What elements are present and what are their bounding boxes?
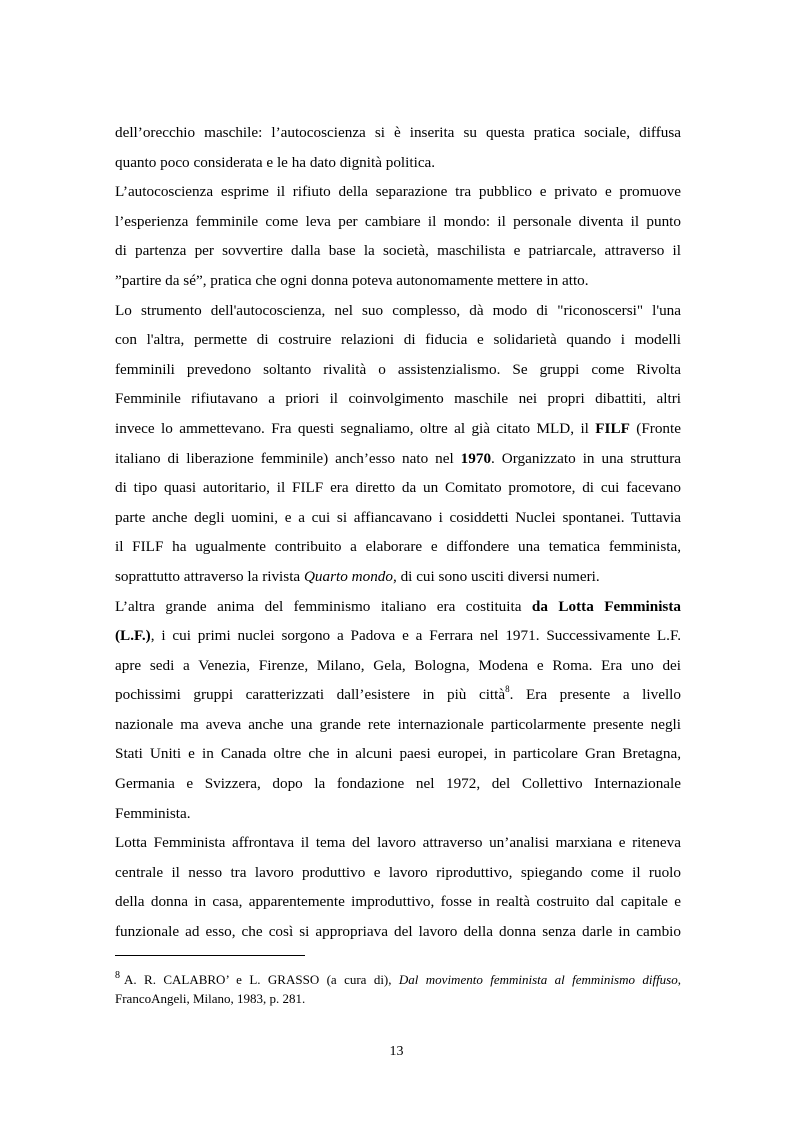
text-line bbox=[115, 970, 681, 989]
text-line bbox=[115, 296, 681, 326]
text-line bbox=[115, 236, 681, 266]
text-segment: Germania e Svizzera, dopo la fondazione nel 1972, del Collettivo Internazionale bbox=[115, 775, 681, 793]
text-segment: Femminista. bbox=[115, 804, 191, 822]
text-segment: l’esperienza femminile come leva per cambiare il mondo: il personale diventa il punto bbox=[115, 212, 681, 230]
text-segment: Lotta Femminista affrontava il tema del lavoro attraverso un’analisi marxiana e riteneva bbox=[115, 834, 681, 852]
text-segment: da Lotta Femminista bbox=[531, 597, 681, 615]
text-segment: ”partire da sé”, pratica che ogni donna poteva autonomamente mettere in atto. bbox=[115, 271, 589, 289]
text-line bbox=[115, 769, 681, 799]
text-segment: Dal movimento femminista al femminismo diffuso bbox=[398, 972, 678, 987]
text-segment: (Fronte bbox=[629, 419, 681, 437]
text-segment: di partenza per sovvertire dalla base la società, maschilista e patriarcale, attraverso il bbox=[115, 242, 681, 260]
text-line bbox=[115, 355, 681, 385]
text-segment: Stati Uniti e in Canada oltre che in alcuni paesi europei, in particolare Gran Bretagna, bbox=[115, 745, 681, 763]
text-segment: (L.F.) bbox=[115, 627, 151, 645]
text-line bbox=[115, 989, 681, 1008]
text-line bbox=[115, 710, 681, 740]
text-line bbox=[115, 532, 681, 562]
text-segment: . Organizzato in una struttura bbox=[491, 449, 681, 467]
text-segment: 1970 bbox=[460, 449, 492, 467]
text-segment: Quarto mondo bbox=[303, 567, 393, 585]
text-line bbox=[115, 325, 681, 355]
text-line bbox=[115, 148, 681, 178]
text-segment: il FILF ha ugualmente contribuito a elaborare e diffondere una tematica femminista, bbox=[115, 538, 681, 556]
text-line bbox=[115, 503, 681, 533]
text-line bbox=[115, 266, 681, 296]
footnote bbox=[115, 970, 681, 1008]
text-line bbox=[115, 828, 681, 858]
text-segment: . Era presente a livello bbox=[509, 686, 681, 704]
text-segment: apre sedi a Venezia, Firenze, Milano, Gela, Bologna, Modena e Roma. Era uno dei bbox=[115, 656, 681, 674]
text-line bbox=[115, 384, 681, 414]
text-line bbox=[115, 651, 681, 681]
page-number: 13 bbox=[389, 1044, 404, 1059]
text-line bbox=[115, 739, 681, 769]
text-segment: pochissimi gruppi caratterizzati dall’esistere in più città bbox=[115, 686, 506, 704]
text-segment: funzionale ad esso, che così si appropriava del lavoro della donna senza darle in cambio bbox=[115, 923, 681, 941]
text-segment: quanto poco considerata e le ha dato dignità politica. bbox=[115, 153, 436, 171]
text-line bbox=[115, 207, 681, 237]
body-text bbox=[115, 118, 681, 947]
text-segment: A. R. CALABRO’ e L. GRASSO (a cura di), bbox=[124, 972, 399, 987]
text-line bbox=[115, 917, 681, 947]
text-line bbox=[115, 414, 681, 444]
text-segment: Femminile rifiutavano a priori il coinvolgimento maschile nei propri dibattiti, altri bbox=[115, 390, 681, 408]
text-line bbox=[115, 444, 681, 474]
text-segment: centrale il nesso tra lavoro produttivo e lavoro riproduttivo, spiegando come il ruolo bbox=[115, 863, 681, 881]
text-segment: soprattutto attraverso la rivista bbox=[115, 567, 304, 585]
text-segment: di tipo quasi autoritario, il FILF era diretto da un Comitato promotore, di cui facevano bbox=[115, 479, 681, 497]
text-line bbox=[115, 858, 681, 888]
text-segment: , i cui primi nuclei sorgono a Padova e a Ferrara nel 1971. Successivamente L.F. bbox=[150, 627, 681, 645]
text-line bbox=[115, 592, 681, 622]
text-line bbox=[115, 887, 681, 917]
text-segment: femminili prevedono soltanto rivalità o assistenzialismo. Se gruppi come Rivolta bbox=[115, 360, 681, 378]
text-line bbox=[115, 473, 681, 503]
text-segment: L’altra grande anima del femminismo italiano era costituita bbox=[115, 597, 532, 615]
text-segment: , di cui sono usciti diversi numeri. bbox=[392, 567, 600, 585]
text-segment: L’autocoscienza esprime il rifiuto della separazione tra pubblico e privato e promuove bbox=[115, 183, 681, 201]
text-segment: invece lo ammettevano. Fra questi segnaliamo, oltre al già citato MLD, il bbox=[115, 419, 596, 437]
text-segment: FrancoAngeli, Milano, 1983, p. 281. bbox=[115, 991, 306, 1006]
text-segment: italiano di liberazione femminile) anch’esso nato nel bbox=[115, 449, 461, 467]
text-line bbox=[115, 118, 681, 148]
text-line bbox=[115, 680, 681, 710]
footnote-reference: 8 bbox=[505, 684, 510, 695]
text-segment: della donna in casa, apparentemente improduttivo, fosse in realtà costruito dal capitale e bbox=[115, 893, 681, 911]
text-line bbox=[115, 621, 681, 651]
text-segment: nazionale ma aveva anche una grande rete internazionale particolarmente presente negli bbox=[115, 715, 681, 733]
text-segment: FILF bbox=[595, 419, 630, 437]
text-line bbox=[115, 177, 681, 207]
text-segment: con l'altra, permette di costruire relazioni di fiducia e solidarietà quando i modelli bbox=[115, 331, 681, 349]
text-segment: parte anche degli uomini, e a cui si affiancavano i cosiddetti Nuclei spontanei. Tuttavia bbox=[115, 508, 681, 526]
footnote-separator bbox=[115, 955, 305, 956]
text-segment: dell’orecchio maschile: l’autocoscienza si è inserita su questa pratica sociale, diffusa bbox=[115, 124, 681, 141]
text-line bbox=[115, 799, 681, 829]
text-line bbox=[115, 562, 681, 592]
text-segment: Lo strumento dell'autocoscienza, nel suo complesso, dà modo di "riconoscersi" l'una bbox=[115, 301, 681, 319]
footnote-marker: 8 bbox=[115, 970, 120, 981]
text-segment: , bbox=[677, 972, 681, 987]
